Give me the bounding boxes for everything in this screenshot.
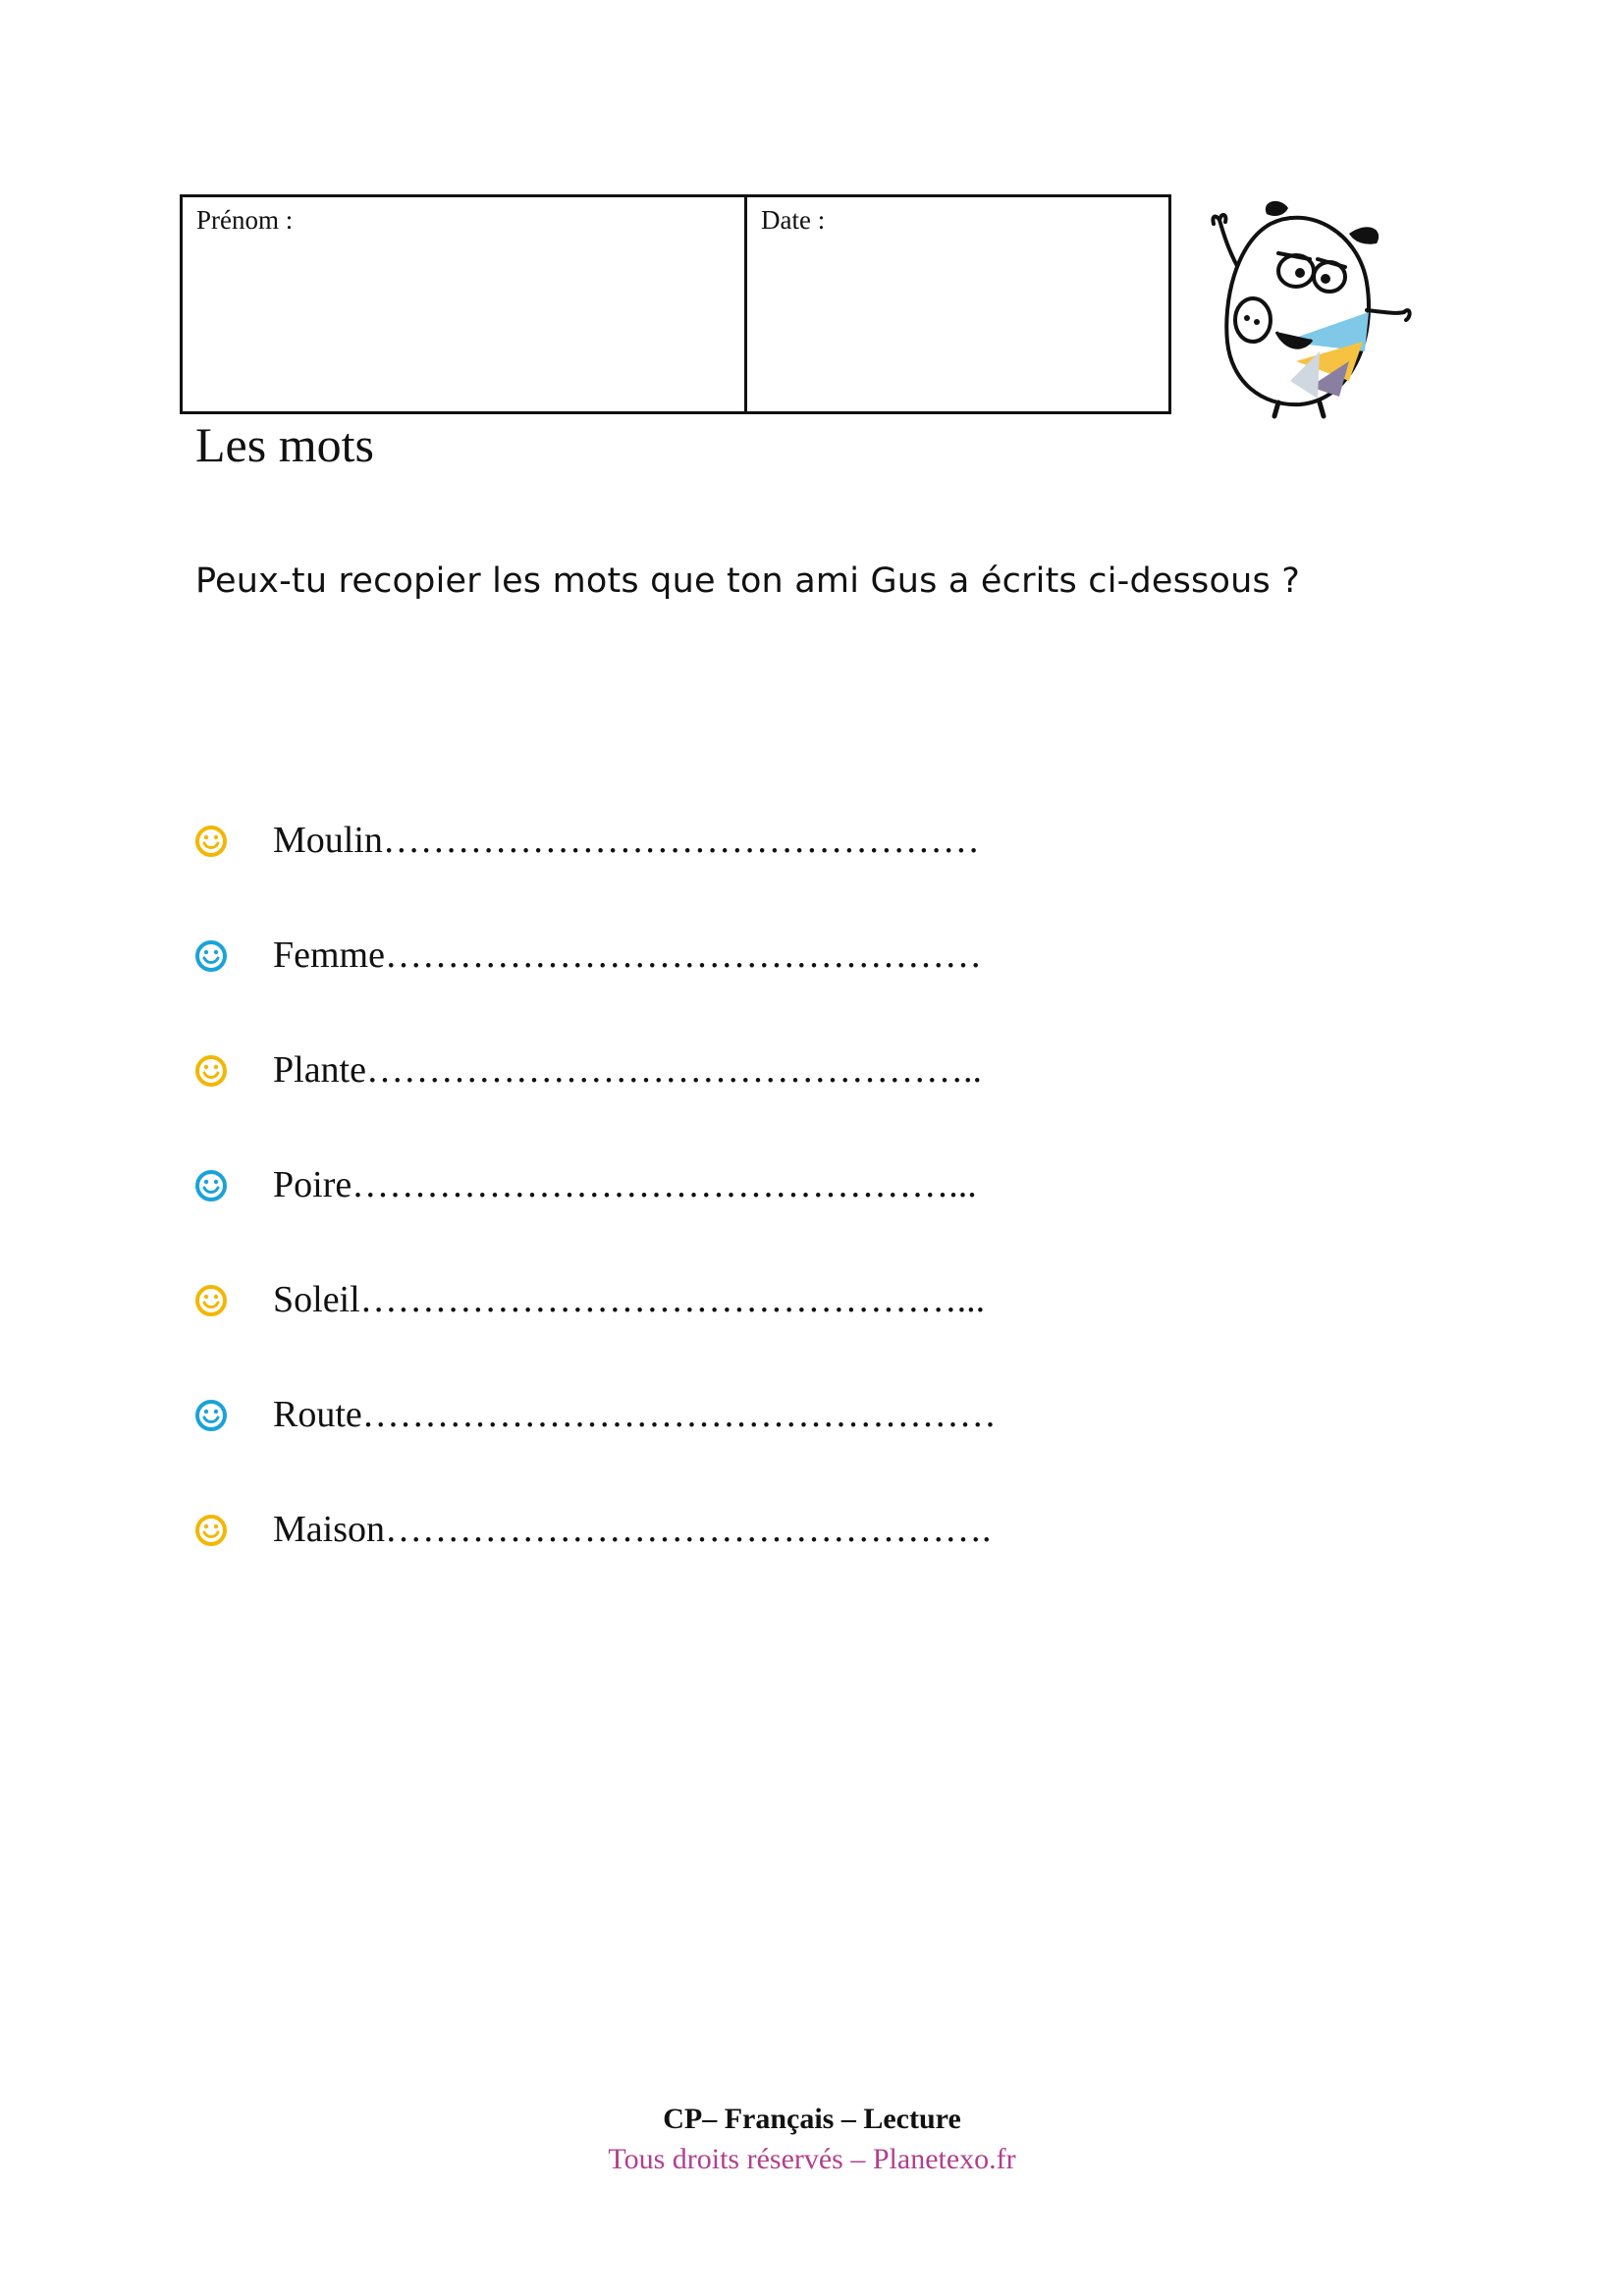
word-femme: Femme………………………………………… [273,934,982,976]
word-maison: Maison…………………………………………. [273,1509,992,1550]
smiley-icon [194,1399,228,1432]
list-item [194,1041,997,1155]
word-soleil: Soleil…………………………………………... [273,1279,986,1320]
word-poire: Poire…………………………………………... [273,1164,977,1205]
list-item [194,1155,997,1270]
list-item [194,1385,997,1500]
footer-rights: Tous droits réservés – Planetexo.fr [608,2143,1016,2175]
instruction-text: Peux-tu recopier les mots que ton ami Gus a écrits ci-dessous ? [195,561,1301,601]
smiley-icon [194,1284,228,1317]
list-item [194,811,997,926]
smiley-icon [194,1169,228,1202]
smiley-icon [194,1514,228,1547]
date-label: Date : [761,205,826,235]
footer [0,2100,1624,2180]
prenom-label: Prénom : [196,205,294,235]
word-route: Route…………………………………………… [273,1394,997,1435]
smiley-icon [194,1054,228,1088]
list-item [194,1270,997,1385]
prenom-field[interactable] [183,197,747,411]
date-field[interactable] [747,197,1168,411]
word-plante: Plante………………………………………….. [273,1049,982,1091]
sheep-mascot-icon [1202,194,1416,420]
smiley-icon [194,825,228,858]
identity-box [180,194,1171,414]
smiley-icon [194,939,228,973]
word-list [194,811,997,1615]
list-item [194,926,997,1041]
list-item [194,1500,997,1615]
footer-subject: CP– Français – Lecture [663,2103,961,2135]
word-moulin: Moulin………………………………………… [273,820,980,861]
page-title: Les mots [195,417,374,472]
